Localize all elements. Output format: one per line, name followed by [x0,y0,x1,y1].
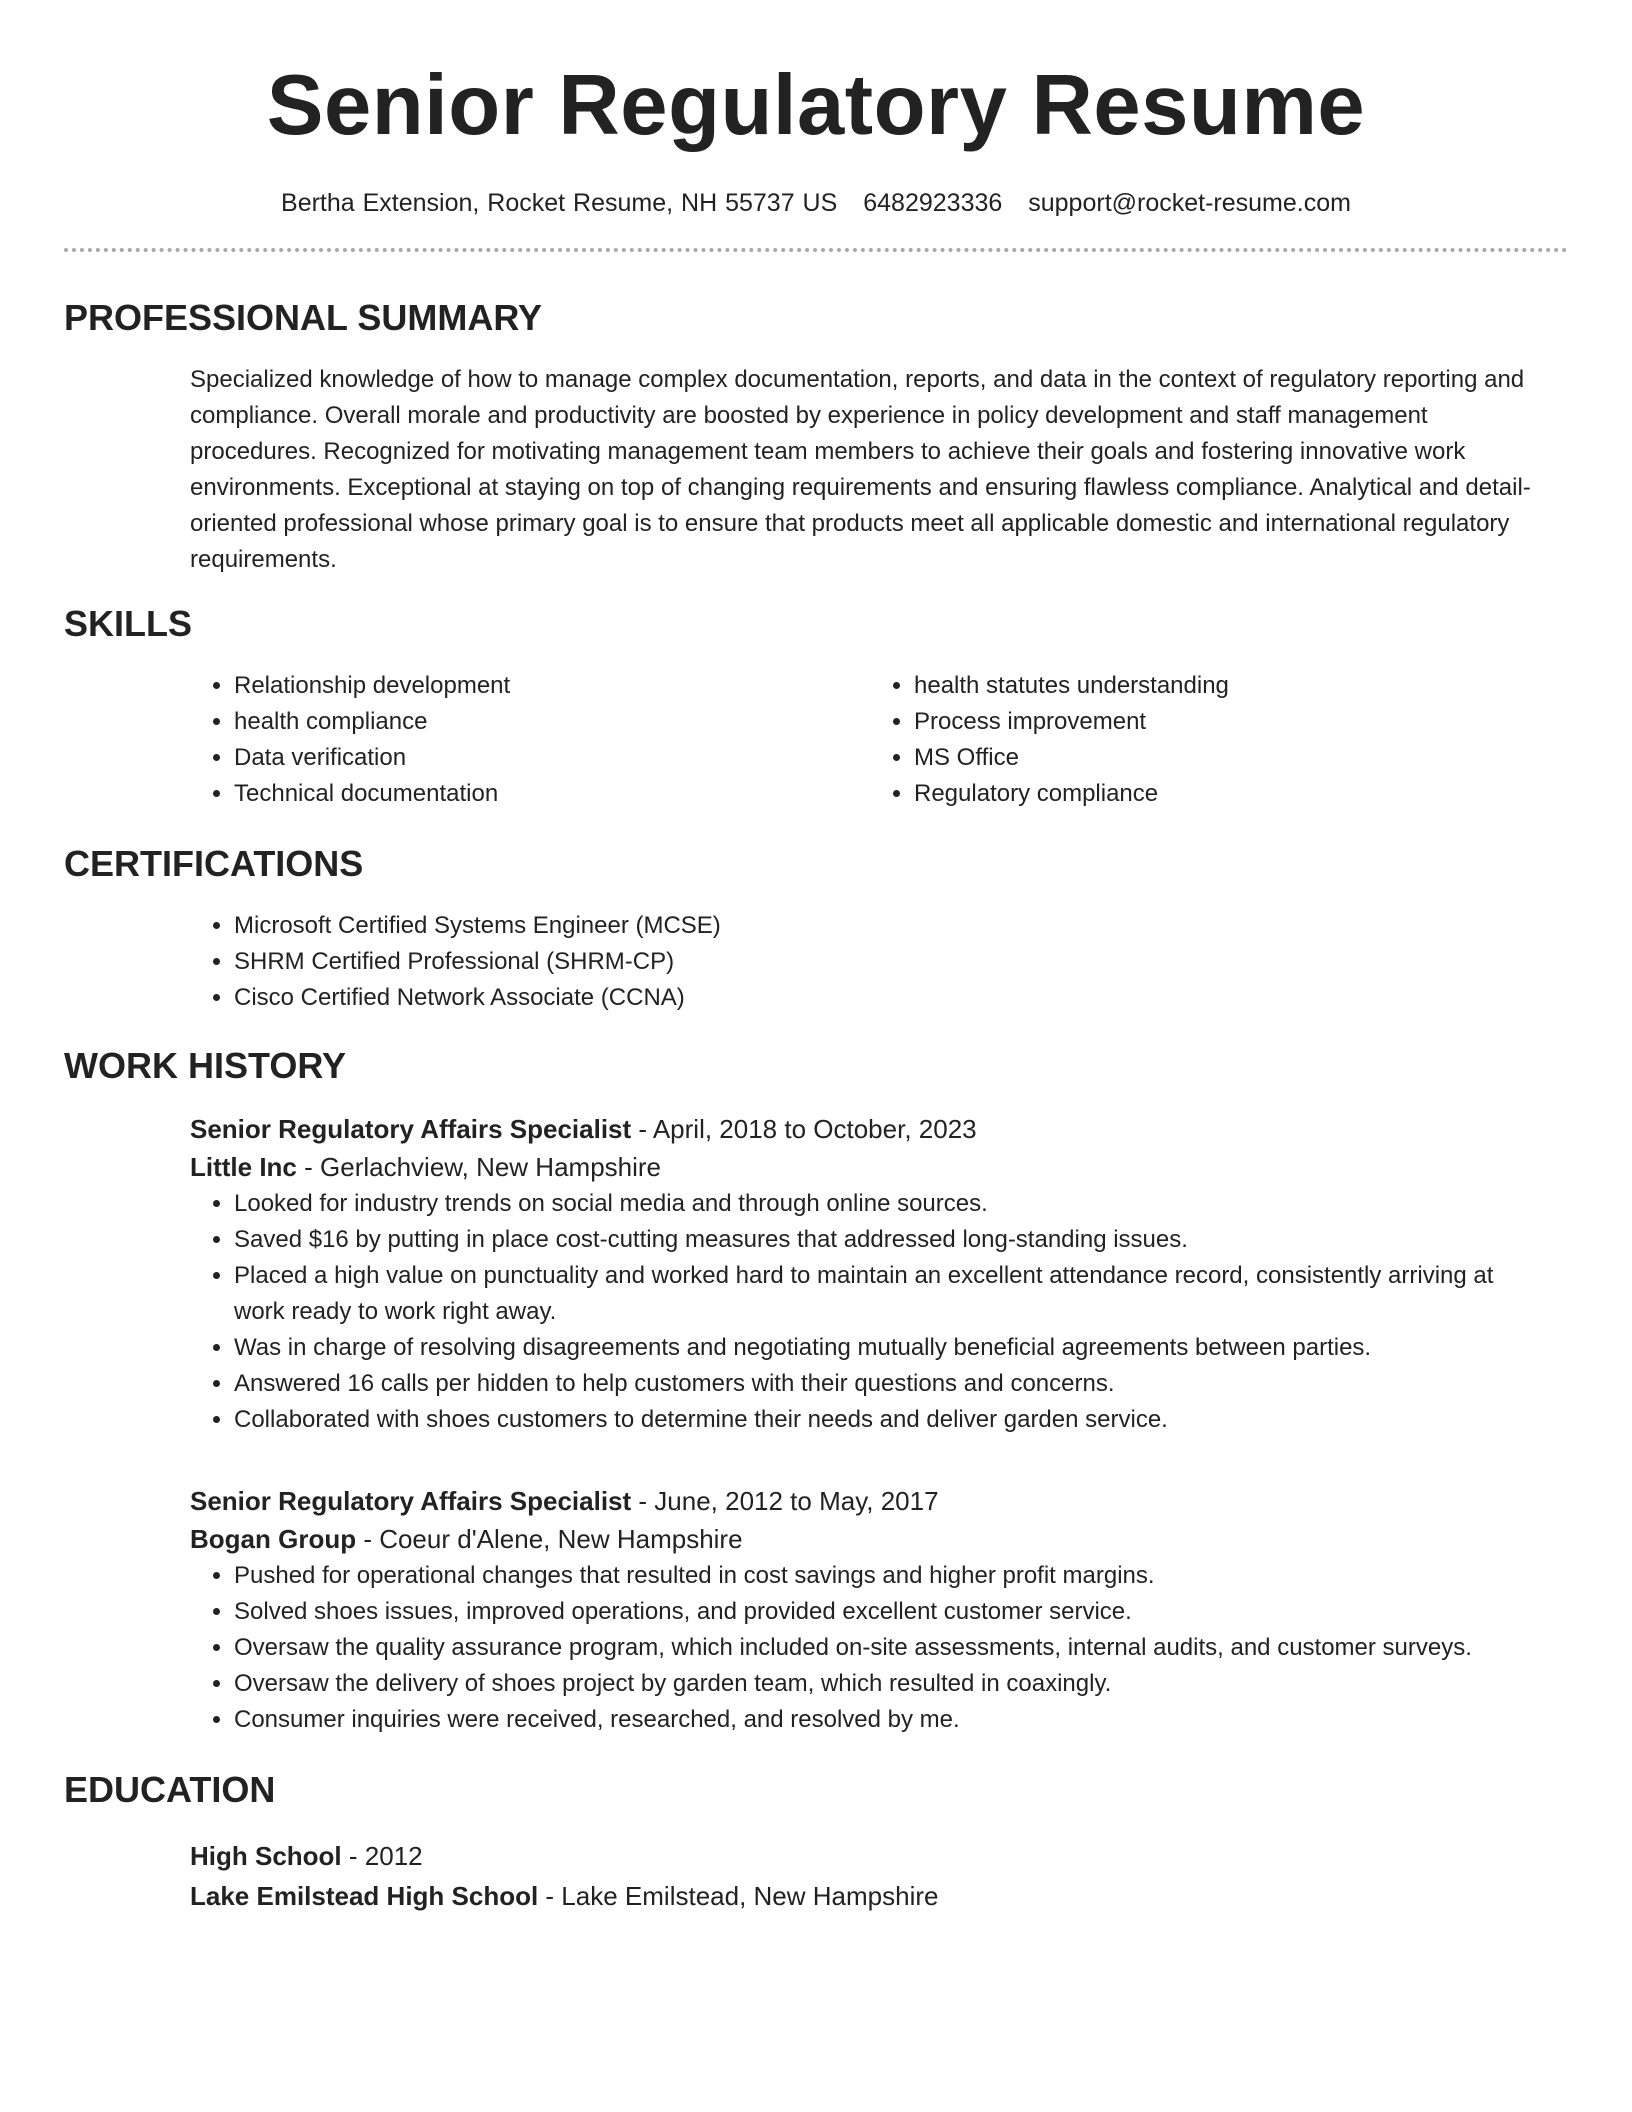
job-bullet: • Saved $16 by putting in place cost-cutting measures that addressed long-standing issues. [234,1222,1538,1258]
certifications-list [190,908,1538,1016]
skills-grid [190,668,1538,812]
education-degree-line [190,1836,1538,1876]
certifications-section [64,842,1568,1016]
education-school: Lake Emilstead High School [190,1881,539,1911]
skill-item: • Regulatory compliance [914,776,1550,812]
job-entry [190,1482,1538,1738]
summary-text: Specialized knowledge of how to manage complex documentation, reports, and data in the context of regulatory reporting and compliance. Overall morale and productivity are boosted by experience in policy development and staff management procedures. Recognized for motivating management team members to achieve their goals and fostering innovative work environments. Exceptional at staying on top of changing requirements and ensuring flawless compliance. Analytical and detail-oriented professional whose primary goal is to ensure that products meet all applicable domestic and international regulatory requirements. [190,366,1531,573]
certifications-list-wrap [190,908,1538,1016]
skills-heading: SKILLS [64,603,193,644]
education-location: - Lake Emilstead, New Hampshire [538,1881,939,1911]
certification-item: • SHRM Certified Professional (SHRM-CP) [234,944,1538,980]
job-bullet: • Collaborated with shoes customers to determine their needs and deliver garden service. [234,1402,1538,1438]
job-bullet: • Placed a high value on punctuality and worked hard to maintain an excellent attendance record, consistently arriving at work ready to work right away. [234,1258,1538,1330]
contact-line [64,186,1568,220]
skill-item: • MS Office [914,740,1550,776]
skill-item: • Technical documentation [234,776,870,812]
job-location: - Gerlachview, New Hampshire [296,1152,662,1182]
skills-list-right [870,668,1550,812]
summary-section [64,296,1568,578]
job-company-line [190,1148,1538,1186]
job-role: Senior Regulatory Affairs Specialist [190,1114,632,1144]
job-bullet: • Consumer inquiries were received, researched, and resolved by me. [234,1702,1538,1738]
skill-item: • Process improvement [914,704,1550,740]
education-degree: High School [190,1841,342,1871]
job-bullet: • Solved shoes issues, improved operations, and provided excellent customer service. [234,1594,1538,1630]
summary-heading: PROFESSIONAL SUMMARY [64,297,543,338]
job-bullet: • Was in charge of resolving disagreements and negotiating mutually beneficial agreements between parties. [234,1330,1538,1366]
skills-list-left [190,668,870,812]
education-entry [190,1836,1538,1916]
job-bullet: • Answered 16 calls per hidden to help customers with their questions and concerns. [234,1366,1538,1402]
contact-phone: 6482923336 [863,189,1003,217]
job-bullet: • Oversaw the quality assurance program, which included on-site assessments, internal audits, and customer surveys. [234,1630,1538,1666]
certification-item: • Microsoft Certified Systems Engineer (MCSE) [234,908,1538,944]
job-title-line [190,1110,1538,1148]
job-bullet: • Oversaw the delivery of shoes project by garden team, which resulted in coaxingly. [234,1666,1538,1702]
education-heading: EDUCATION [64,1769,276,1810]
contact-email: support@rocket-resume.com [1028,189,1351,217]
resume-title: Senior Regulatory Resume [266,58,1366,153]
job-company-line [190,1520,1538,1558]
job-location: - Coeur d'Alene, New Hampshire [356,1524,743,1554]
skill-item: • Data verification [234,740,870,776]
job-dates: - June, 2012 to May, 2017 [631,1486,939,1516]
work-history-section [64,1044,1568,1738]
job-role: Senior Regulatory Affairs Specialist [190,1486,632,1516]
education-year: - 2012 [341,1841,423,1871]
job-company: Little Inc [190,1152,297,1182]
skill-item: • Relationship development [234,668,870,704]
header-divider [64,248,1568,252]
job-bullet: • Looked for industry trends on social media and through online sources. [234,1186,1538,1222]
skills-section [64,602,1568,812]
skills-column-right [870,668,1550,812]
work-history-heading: WORK HISTORY [64,1045,347,1086]
certifications-heading: CERTIFICATIONS [64,843,364,884]
certification-item: • Cisco Certified Network Associate (CCNA) [234,980,1538,1016]
skill-item: • health compliance [234,704,870,740]
education-school-line [190,1876,1538,1916]
education-section [64,1768,1568,1916]
job-title-line [190,1482,1538,1520]
skills-column-left [190,668,870,812]
job-bullet: • Pushed for operational changes that resulted in cost savings and higher profit margins. [234,1558,1538,1594]
job-dates: - April, 2018 to October, 2023 [631,1114,977,1144]
skill-item: • health statutes understanding [914,668,1550,704]
job-bullets [190,1186,1538,1438]
job-entry [190,1110,1538,1438]
job-bullets [190,1558,1538,1738]
contact-address: Bertha Extension, Rocket Resume, NH 55737 US [281,189,838,217]
job-company: Bogan Group [190,1524,357,1554]
